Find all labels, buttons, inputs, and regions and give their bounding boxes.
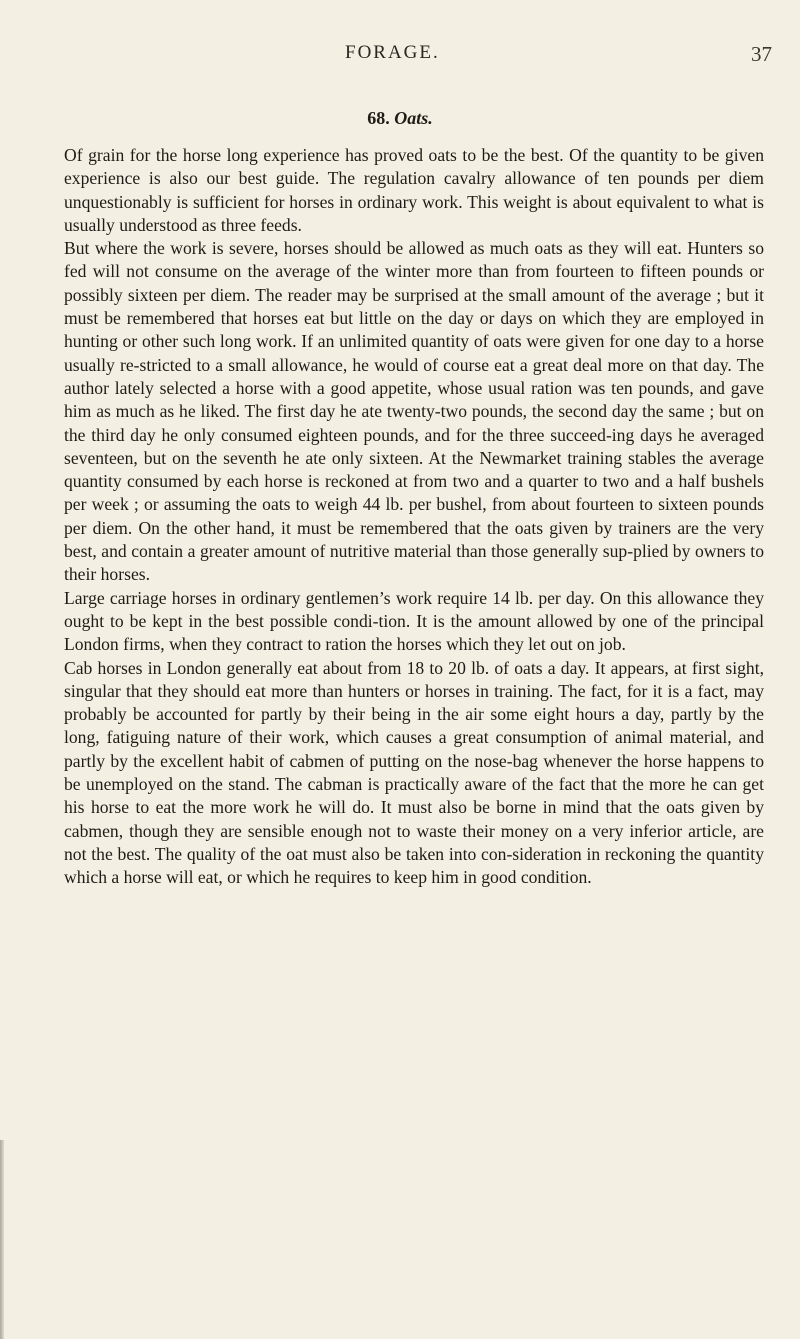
body-text — [64, 144, 764, 890]
section-number: 68. — [367, 108, 390, 128]
paragraph-2: But where the work is severe, horses should be allowed as much oats as they will eat. Hunters so fed will not consume on the average of the winter more than from fourteen to fifteen pounds or possibly sixteen per diem. The reader may be surprised at the small amount of the average ; but it must be remembered that horses eat but little on the day or days on which they are employed in hunting or other such long work. If an unlimited quantity of oats were given for one day to a horse usually re-stricted to a small allowance, he would of course eat a great deal more on that day. The author lately selected a horse with a good appetite, whose usual ration was ten pounds, and gave him as much as he liked. The first day he ate twenty-two pounds, the second day the same ; but on the third day he only consumed eighteen pounds, and for the three succeed-ing days he averaged seventeen, but on the seventh he ate only sixteen. At the Newmarket training stables the average quantity consumed by each horse is reckoned at from two and a quarter to two and a half bushels per week ; or assuming the oats to weigh 44 lb. per bushel, from about fourteen to sixteen pounds per diem. On the other hand, it must be remembered that the oats given by trainers are the very best, and contain a greater amount of nutritive material than those generally sup-plied by owners to their horses. — [64, 238, 764, 585]
paragraph-4: Cab horses in London generally eat about from 18 to 20 lb. of oats a day. It appears, at first sight, singular that they should eat more than hunters or horses in training. The fact, for it is a fact, may probably be accounted for partly by their being in the air some eight hours a day, partly by the long, fatiguing nature of their work, which causes a great consumption of animal material, and partly by the excellent habit of cabmen of putting on the nose-bag whenever the horse happens to be unemployed on the stand. The cabman is practically aware of the fact that the more he can get his horse to eat the more work he will do. It must also be borne in mind that the oats given by cabmen, though they are sensible enough not to waste their money on a very inferior article, are not the best. The quality of the oat must also be taken into con-sideration in reckoning the quantity which a horse will eat, or which he requires to keep him in good condition. — [64, 657, 764, 888]
paragraph-3: Large carriage horses in ordinary gentlemen’s work require 14 lb. per day. On this allowance they ought to be kept in the best possible condi-tion. It is the amount allowed by one of the principal London firms, when they contract to ration the horses which they let out on job. — [64, 587, 764, 655]
running-head — [0, 42, 800, 70]
running-head-title: FORAGE. — [345, 42, 440, 63]
section-title: Oats. — [394, 108, 433, 128]
paragraph-1: Of grain for the horse long experience has proved oats to be the best. Of the quantity to be given experience is also our best guide. The regulation cavalry allowance of ten pounds per diem unquestionably is sufficient for horses in ordinary work. This weight is about equivalent to what is usually understood as three feeds. — [64, 145, 764, 235]
page-edge-shadow — [0, 1140, 4, 1339]
section-heading — [0, 108, 800, 129]
page-number: 37 — [751, 42, 772, 66]
